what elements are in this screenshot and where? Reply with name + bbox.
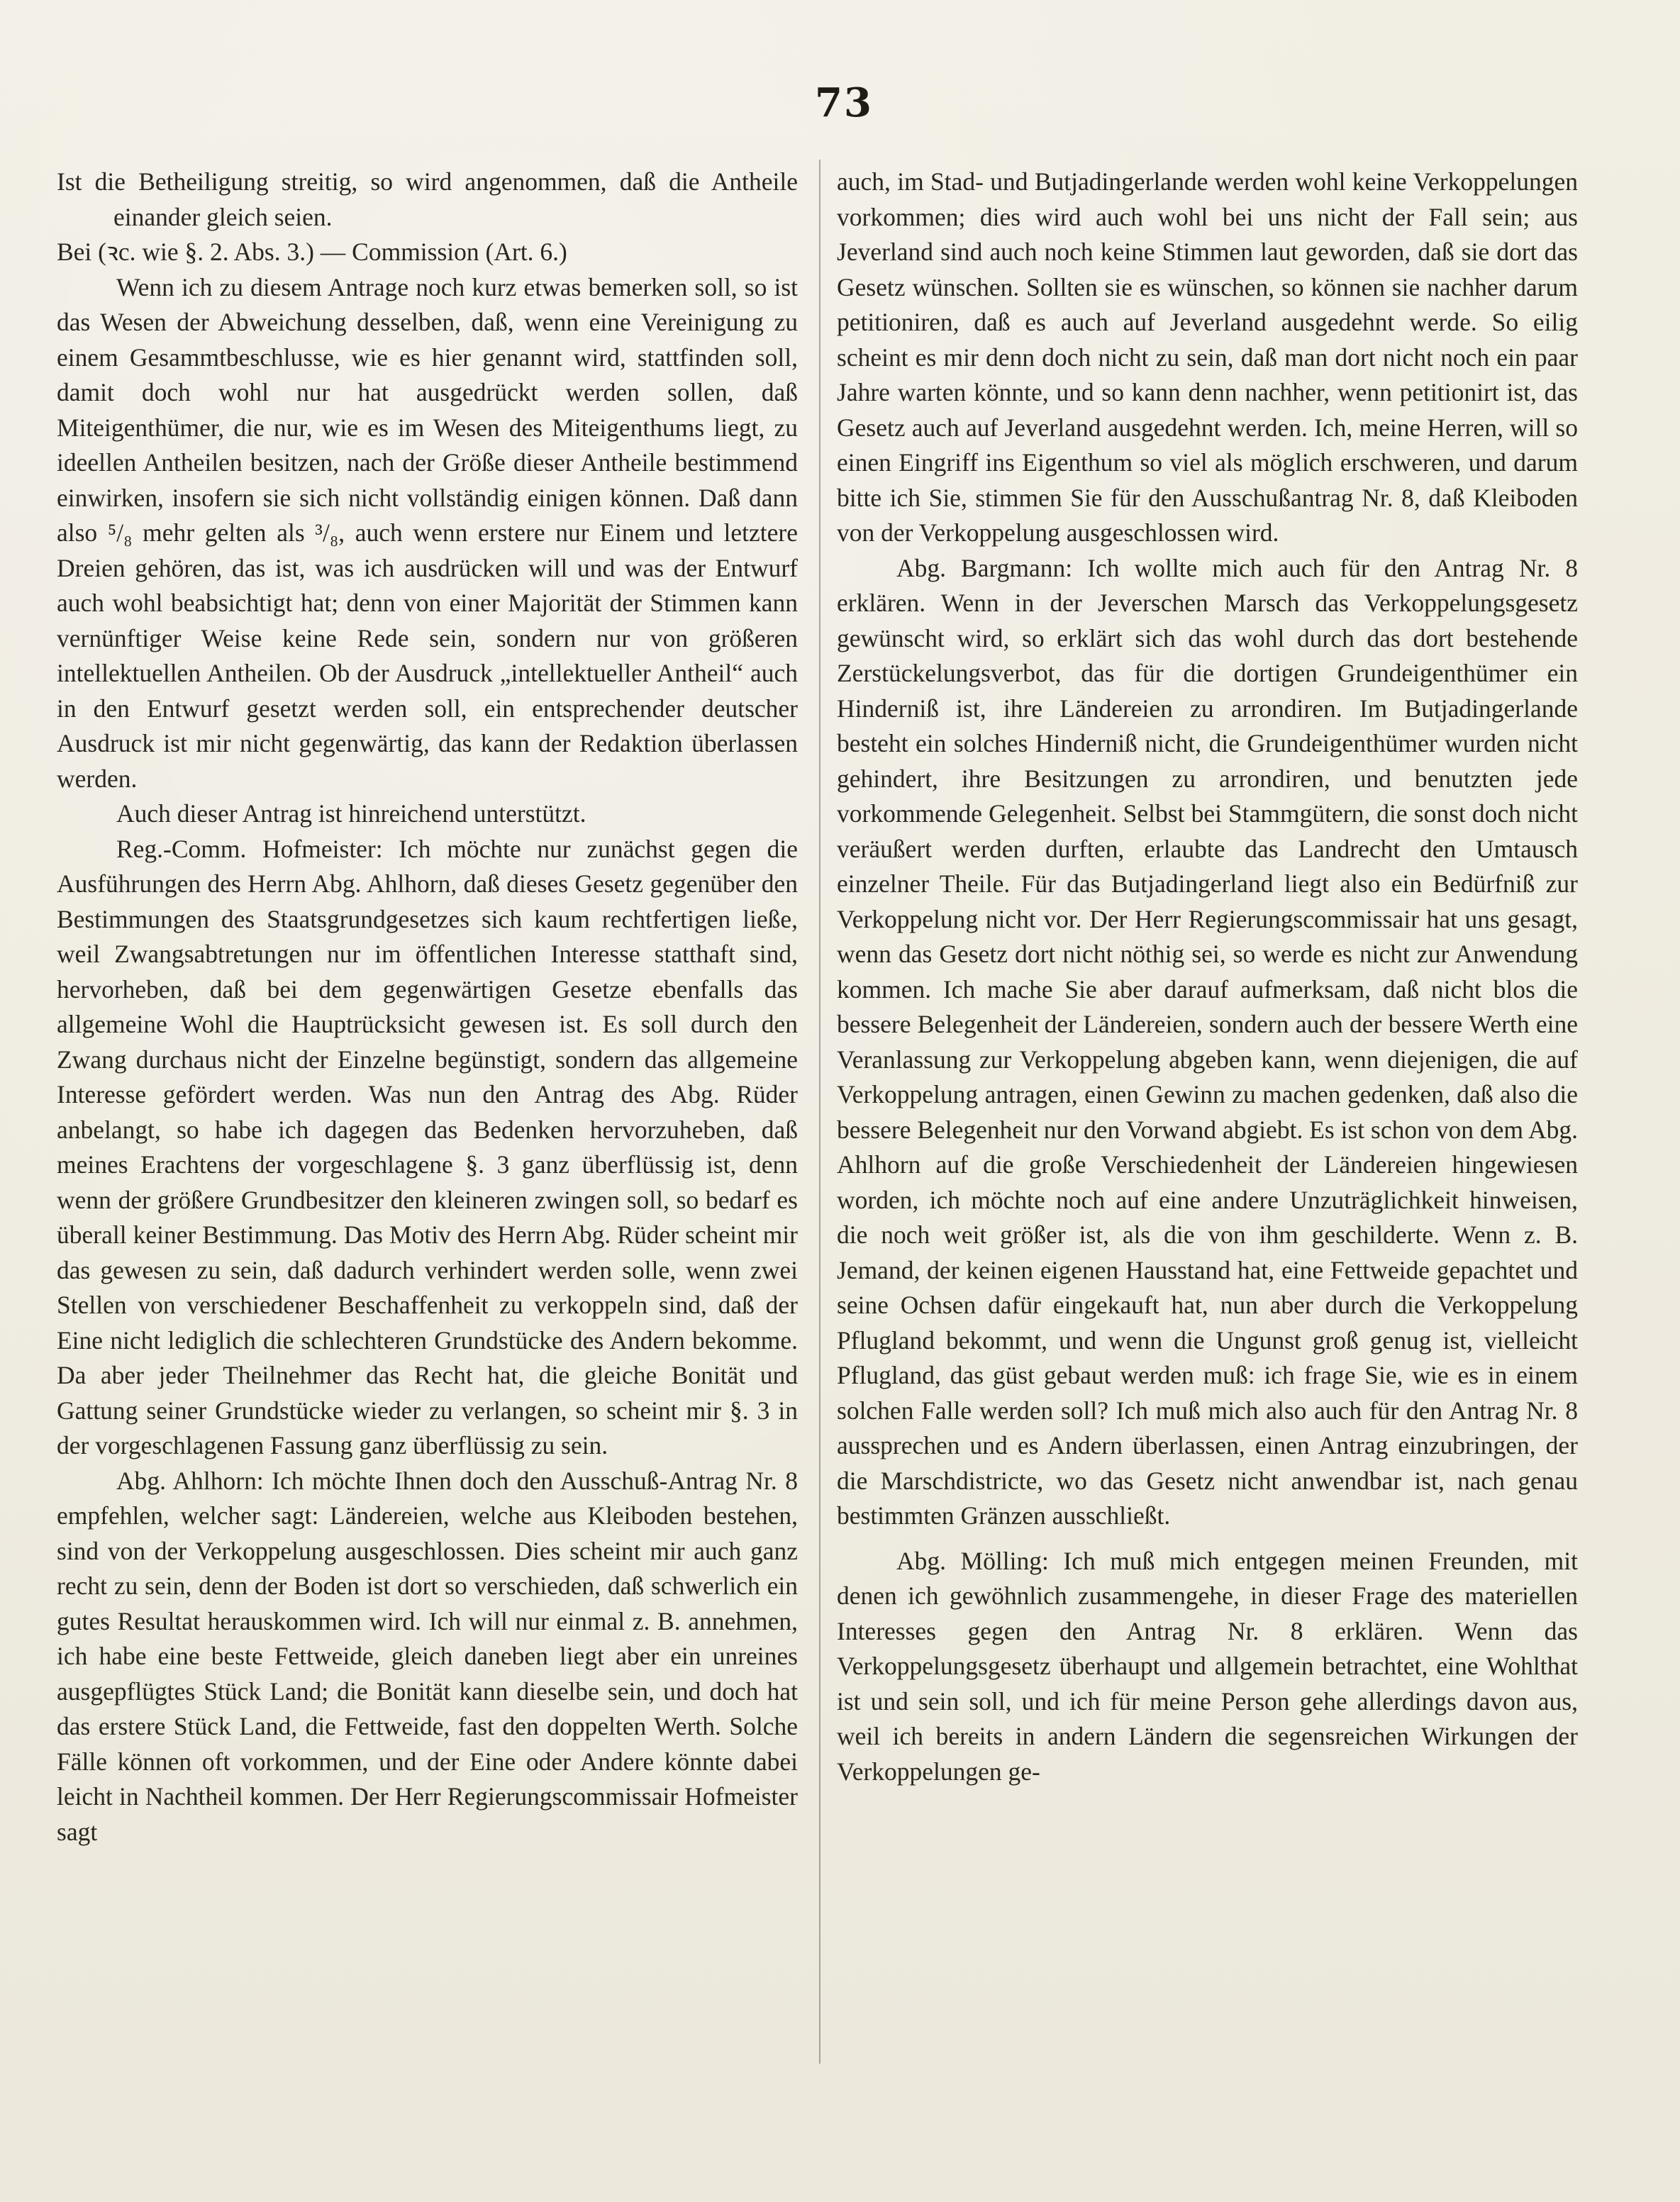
paragraph: Bei (ꝛc. wie §. 2. Abs. 3.) — Commission (Art. 6.) <box>57 238 567 266</box>
paragraph: Reg.-Comm. Hofmeister: Ich möchte nur zunächst gegen die Ausführungen des Herrn Abg. Ahlhorn, daß dieses Gesetz gegenüber den Bestimmungen des Staatsgrundgesetzes sich kaum rechtfertigen ließe, weil Zwangsabtretungen nur im öffentlichen Interesse statthaft sind, hervorheben, daß bei dem gegenwärtigen Gesetze ebenfalls das allgemeine Wohl die Hauptrücksicht gewesen ist. Es soll durch den Zwang durchaus nicht der Einzelne begünstigt, sondern das allgemeine Interesse gefördert werden. Was nun den Antrag des Abg. Rüder anbelangt, so habe ich dagegen das Bedenken hervorzuheben, daß meines Erachtens der vorgeschlagene §. 3 ganz überflüssig ist, denn wenn der größere Grundbesitzer den kleineren zwingen soll, so bedarf es überall keiner Bestimmung. Das Motiv des Herrn Abg. Rüder scheint mir das gewesen zu sein, daß dadurch verhindert werden solle, wenn zwei Stellen von verschiedener Beschaffenheit zu verkoppeln sind, daß der Eine nicht lediglich die schlechteren Grundstücke des Andern bekomme. Da aber jeder Theilnehmer das Recht hat, die gleiche Bonität und Gattung seiner Grundstücke wieder zu verlangen, so scheint mir §. 3 in der vorgeschlagenen Fassung ganz überflüssig zu sein. <box>57 834 798 1459</box>
page-number: 73 <box>815 79 873 126</box>
paragraph: auch, im Stad- und Butjadingerlande werden wohl keine Verkoppelungen vorkommen; dies wird auch wohl bei uns nicht der Fall sein; aus Jeverland sind auch noch keine Stimmen laut geworden, daß sie dort das Gesetz wünschen. Sollten sie es wünschen, so können sie nachher darum petitioniren, daß es auch auf Jeverland ausgedehnt werde. So eilig scheint es mir denn doch nicht zu sein, daß man dort nicht noch ein paar Jahre warten könnte, und so kann denn nachher, wenn petitionirt ist, das Gesetz auch auf Jeverland ausgedehnt werden. Ich, meine Herren, will so einen Eingriff ins Eigenthum so viel als möglich erschweren, und darum bitte ich Sie, stimmen Sie für den Ausschußantrag Nr. 8, daß Kleiboden von der Verkoppelung ausgeschlossen wird. <box>837 167 1578 547</box>
paragraph: Abg. Ahlhorn: Ich möchte Ihnen doch den Ausschuß-Antrag Nr. 8 empfehlen, welcher sagt: Ländereien, welche aus Kleiboden bestehen, sind von der Verkoppelung ausgeschlossen. Dies scheint mir auch ganz recht zu sein, denn der Boden ist dort so verschieden, daß schwerlich ein gutes Resultat herauskommen wird. Ich will nur einmal z. B. annehmen, ich habe eine beste Fettweide, gleich daneben liegt aber ein unreines ausgepflügtes Stück Land; die Bonität kann dieselbe sein, und doch hat das erstere Stück Land, die Fettweide, fast den doppelten Werth. Solche Fälle können oft vorkommen, und der Eine oder Andere könnte dabei leicht in Nachtheil kommen. Der Herr Regierungscommissair Hofmeister sagt <box>57 1466 798 1846</box>
paragraph: Wenn ich zu diesem Antrage noch kurz etwas bemerken soll, so ist das Wesen der Abweichung desselben, daß, wenn eine Vereinigung zu einem Gesammtbeschlusse, wie es hier genannt wird, stattfinden soll, damit doch wohl nur hat ausgedrückt werden sollen, daß Miteigenthümer, die nur, wie es im Wesen des Miteigenthums liegt, zu ideellen Antheilen besitzen, nach der Größe dieser Antheile bestimmend einwirken, insofern sie sich nicht vollständig einigen können. Daß dann also ⁵/₈ mehr gelten als ³/₈, auch wenn erstere nur Einem und letztere Dreien gehören, das ist, was ich ausdrücken will und was der Entwurf auch wohl beabsichtigt hat; denn von einer Majorität der Stimmen kann vernünftiger Weise keine Rede sein, sondern nur von größeren intellektuellen Antheilen. Ob der Ausdruck „intellektueller Antheil“ auch in den Entwurf gesetzt werden soll, ein entsprechender deutscher Ausdruck ist mir nicht gegenwärtig, das kann der Redaktion überlassen werden. <box>57 272 798 793</box>
column-divider <box>819 160 820 2064</box>
paragraph: Ist die Betheiligung streitig, so wird angenommen, daß die Antheile einander gleich seien. <box>57 167 798 231</box>
paragraph: Auch dieser Antrag ist hinreichend unterstützt. <box>116 799 586 828</box>
paragraph: Abg. Bargmann: Ich wollte mich auch für den Antrag Nr. 8 erklären. Wenn in der Jeverschen Marsch das Verkoppelungsgesetz gewünscht wird, so erklärt sich das wohl durch das dort bestehende Zerstückelungsverbot, das für die dortigen Grundeigenthümer ein Hinderniß ist, ihre Ländereien zu arrondiren. Im Butjadingerlande besteht ein solches Hinderniß nicht, die Grundeigenthümer wurden nicht gehindert, ihre Besitzungen zu arrondiren, und benutzten jede vorkommende Gelegenheit. Selbst bei Stammgütern, die sonst doch nicht veräußert werden durften, erlaubte das Landrecht den Umtausch einzelner Theile. Für das Butjadingerland liegt also ein Bedürfniß zur Verkoppelung nicht vor. Der Herr Regierungscommissair hat uns gesagt, wenn das Gesetz dort nicht nöthig sei, so werde es nicht zur Anwendung kommen. Ich mache Sie aber darauf aufmerksam, daß nicht blos die bessere Belegenheit der Ländereien, sondern auch der bessere Werth eine Veranlassung zur Verkoppelung abgeben kann, wenn diejenigen, die auf Verkoppelung antragen, einen Gewinn zu machen gedenken, daß also die bessere Belegenheit nur den Vorwand abgiebt. Es ist schon von dem Abg. Ahlhorn auf die große Verschiedenheit der Ländereien hingewiesen worden, ich möchte noch auf eine andere Unzuträglichkeit hinweisen, die noch weit größer ist, als die von ihm geschilderte. Wenn z. B. Jemand, der keinen eigenen Hausstand hat, eine Fettweide gepachtet und seine Ochsen dafür eingekauft hat, nun aber durch die Verkoppelung Pflugland bekommt, und wenn die Ungunst groß genug ist, vielleicht Pflugland, das güst gebaut werden muß: ich frage Sie, wie es in einem solchen Falle werden soll? Ich muß mich also auch für den Antrag Nr. 8 aussprechen und es Andern überlassen, einen Antrag einzubringen, der die Marschdistricte, wo das Gesetz nicht anwendbar ist, nach genau bestimmten Gränzen ausschließt. <box>837 553 1578 1530</box>
left-column <box>57 165 798 1850</box>
right-column <box>837 165 1578 1789</box>
paragraph: Abg. Mölling: Ich muß mich entgegen meinen Freunden, mit denen ich gewöhnlich zusammengehe, in dieser Frage des materiellen Interesses gegen den Antrag Nr. 8 erklären. Wenn das Verkoppelungsgesetz überhaupt und allgemein betrachtet, eine Wohlthat ist und sein soll, und ich für meine Person gehe allerdings davon aus, weil ich bereits in andern Ländern die segensreichen Wirkungen der Verkoppelungen ge- <box>837 1546 1578 1786</box>
paragraph-gap <box>837 1534 1578 1544</box>
